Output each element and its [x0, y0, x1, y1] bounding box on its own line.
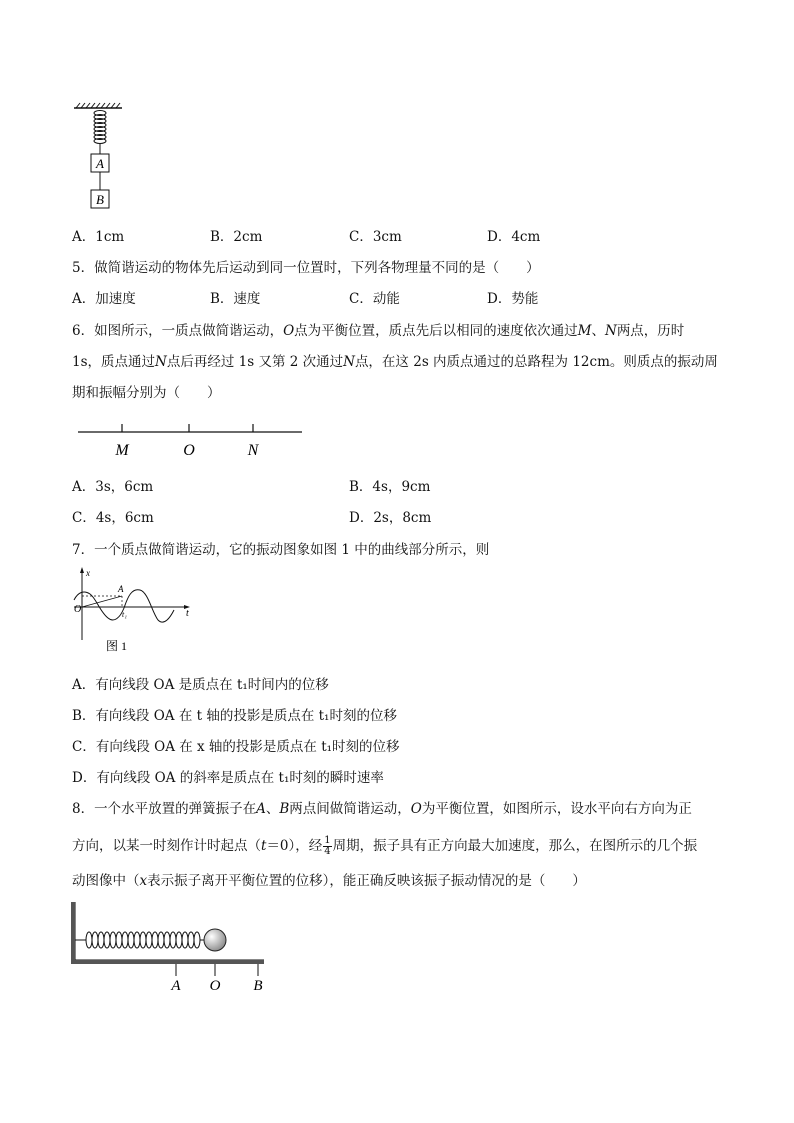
q6-stem-line1: 6．如图所示，一质点做简谐运动，O点为平衡位置，质点先后以相同的速度依次通过M、N两点，历时 — [72, 323, 685, 339]
q7-option-c[interactable]: C．有向线段 OA 在 x 轴的投影是质点在 t₁时刻的位移 — [72, 739, 400, 755]
point-b-label: B — [253, 978, 263, 994]
q8-stem-line2: 方向，以某一时刻作计时起点（t＝0），经 $\frac{1}{4}$ 周期，振子具有正方向最大加速度，那么，在图所示的几个振 — [72, 835, 698, 857]
q4-option-a[interactable]: A．1cm — [72, 229, 125, 245]
figure-caption: 图 1 — [106, 639, 128, 653]
q7-vibration-graph — [70, 566, 200, 656]
point-a-label: A — [171, 978, 181, 994]
q8-spring-oscillator-figure — [68, 902, 278, 994]
origin-label: O — [74, 604, 82, 615]
q7-option-b[interactable]: B．有向线段 OA 在 t 轴的投影是质点在 t₁时刻的位移 — [72, 708, 397, 724]
q5-option-d[interactable]: D．势能 — [487, 291, 539, 307]
oscillator-ball — [204, 929, 226, 951]
q8-stem-line1: 8．一个水平放置的弹簧振子在A、B两点间做简谐运动，O为平衡位置，如图所示，设水平向右方向为正 — [72, 801, 692, 817]
quarter-fraction: $\frac{1}{4}$ — [324, 835, 331, 857]
point-o-label: O — [209, 978, 221, 994]
q6-stem-line2: 1s，质点通过N点后再经过 1s 又第 2 次通过N点，在这 2s 内质点通过的总路程为 12cm。则质点的振动周 — [72, 354, 718, 370]
q7-option-d[interactable]: D．有向线段 OA 的斜率是质点在 t₁时刻的瞬时速率 — [72, 770, 384, 786]
q6-option-a[interactable]: A．3s，6cm — [72, 479, 154, 495]
q6-axis-figure — [74, 420, 314, 460]
q7-stem: 7．一个质点做简谐运动，它的振动图象如图 1 中的曲线部分所示，则 — [72, 542, 490, 558]
q6-option-b[interactable]: B．4s，9cm — [349, 479, 431, 495]
q4-option-c[interactable]: C．3cm — [349, 229, 402, 245]
q7-option-a[interactable]: A．有向线段 OA 是质点在 t₁时间内的位移 — [72, 677, 329, 693]
q6-option-c[interactable]: C．4s，6cm — [72, 510, 154, 526]
block-a-label: A — [96, 156, 104, 171]
q5-option-c[interactable]: C．动能 — [349, 291, 400, 307]
q6-option-d[interactable]: D．2s，8cm — [349, 510, 432, 526]
q5-stem: 5．做简谐运动的物体先后运动到同一位置时，下列各物理量不同的是（ ） — [72, 260, 540, 276]
point-n-label: N — [247, 442, 259, 459]
block-b-label: B — [96, 192, 104, 207]
t1-label: t₁ — [122, 610, 128, 619]
q5-option-b[interactable]: B．速度 — [210, 291, 261, 307]
q4-option-d[interactable]: D．4cm — [487, 229, 541, 245]
q4-option-b[interactable]: B．2cm — [210, 229, 263, 245]
point-a-label: A — [118, 584, 124, 594]
x-axis-label: x — [86, 568, 90, 578]
point-o-label: O — [183, 442, 195, 459]
q4-spring-figure — [70, 100, 130, 210]
t-axis-label: t — [186, 608, 189, 619]
point-m-label: M — [115, 442, 129, 459]
q8-stem-line3: 动图像中（x表示振子离开平衡位置的位移），能正确反映该振子振动情况的是（ ） — [72, 873, 586, 889]
q5-option-a[interactable]: A．加速度 — [72, 291, 136, 307]
q6-stem-line3: 期和振幅分别为（ ） — [72, 385, 221, 401]
